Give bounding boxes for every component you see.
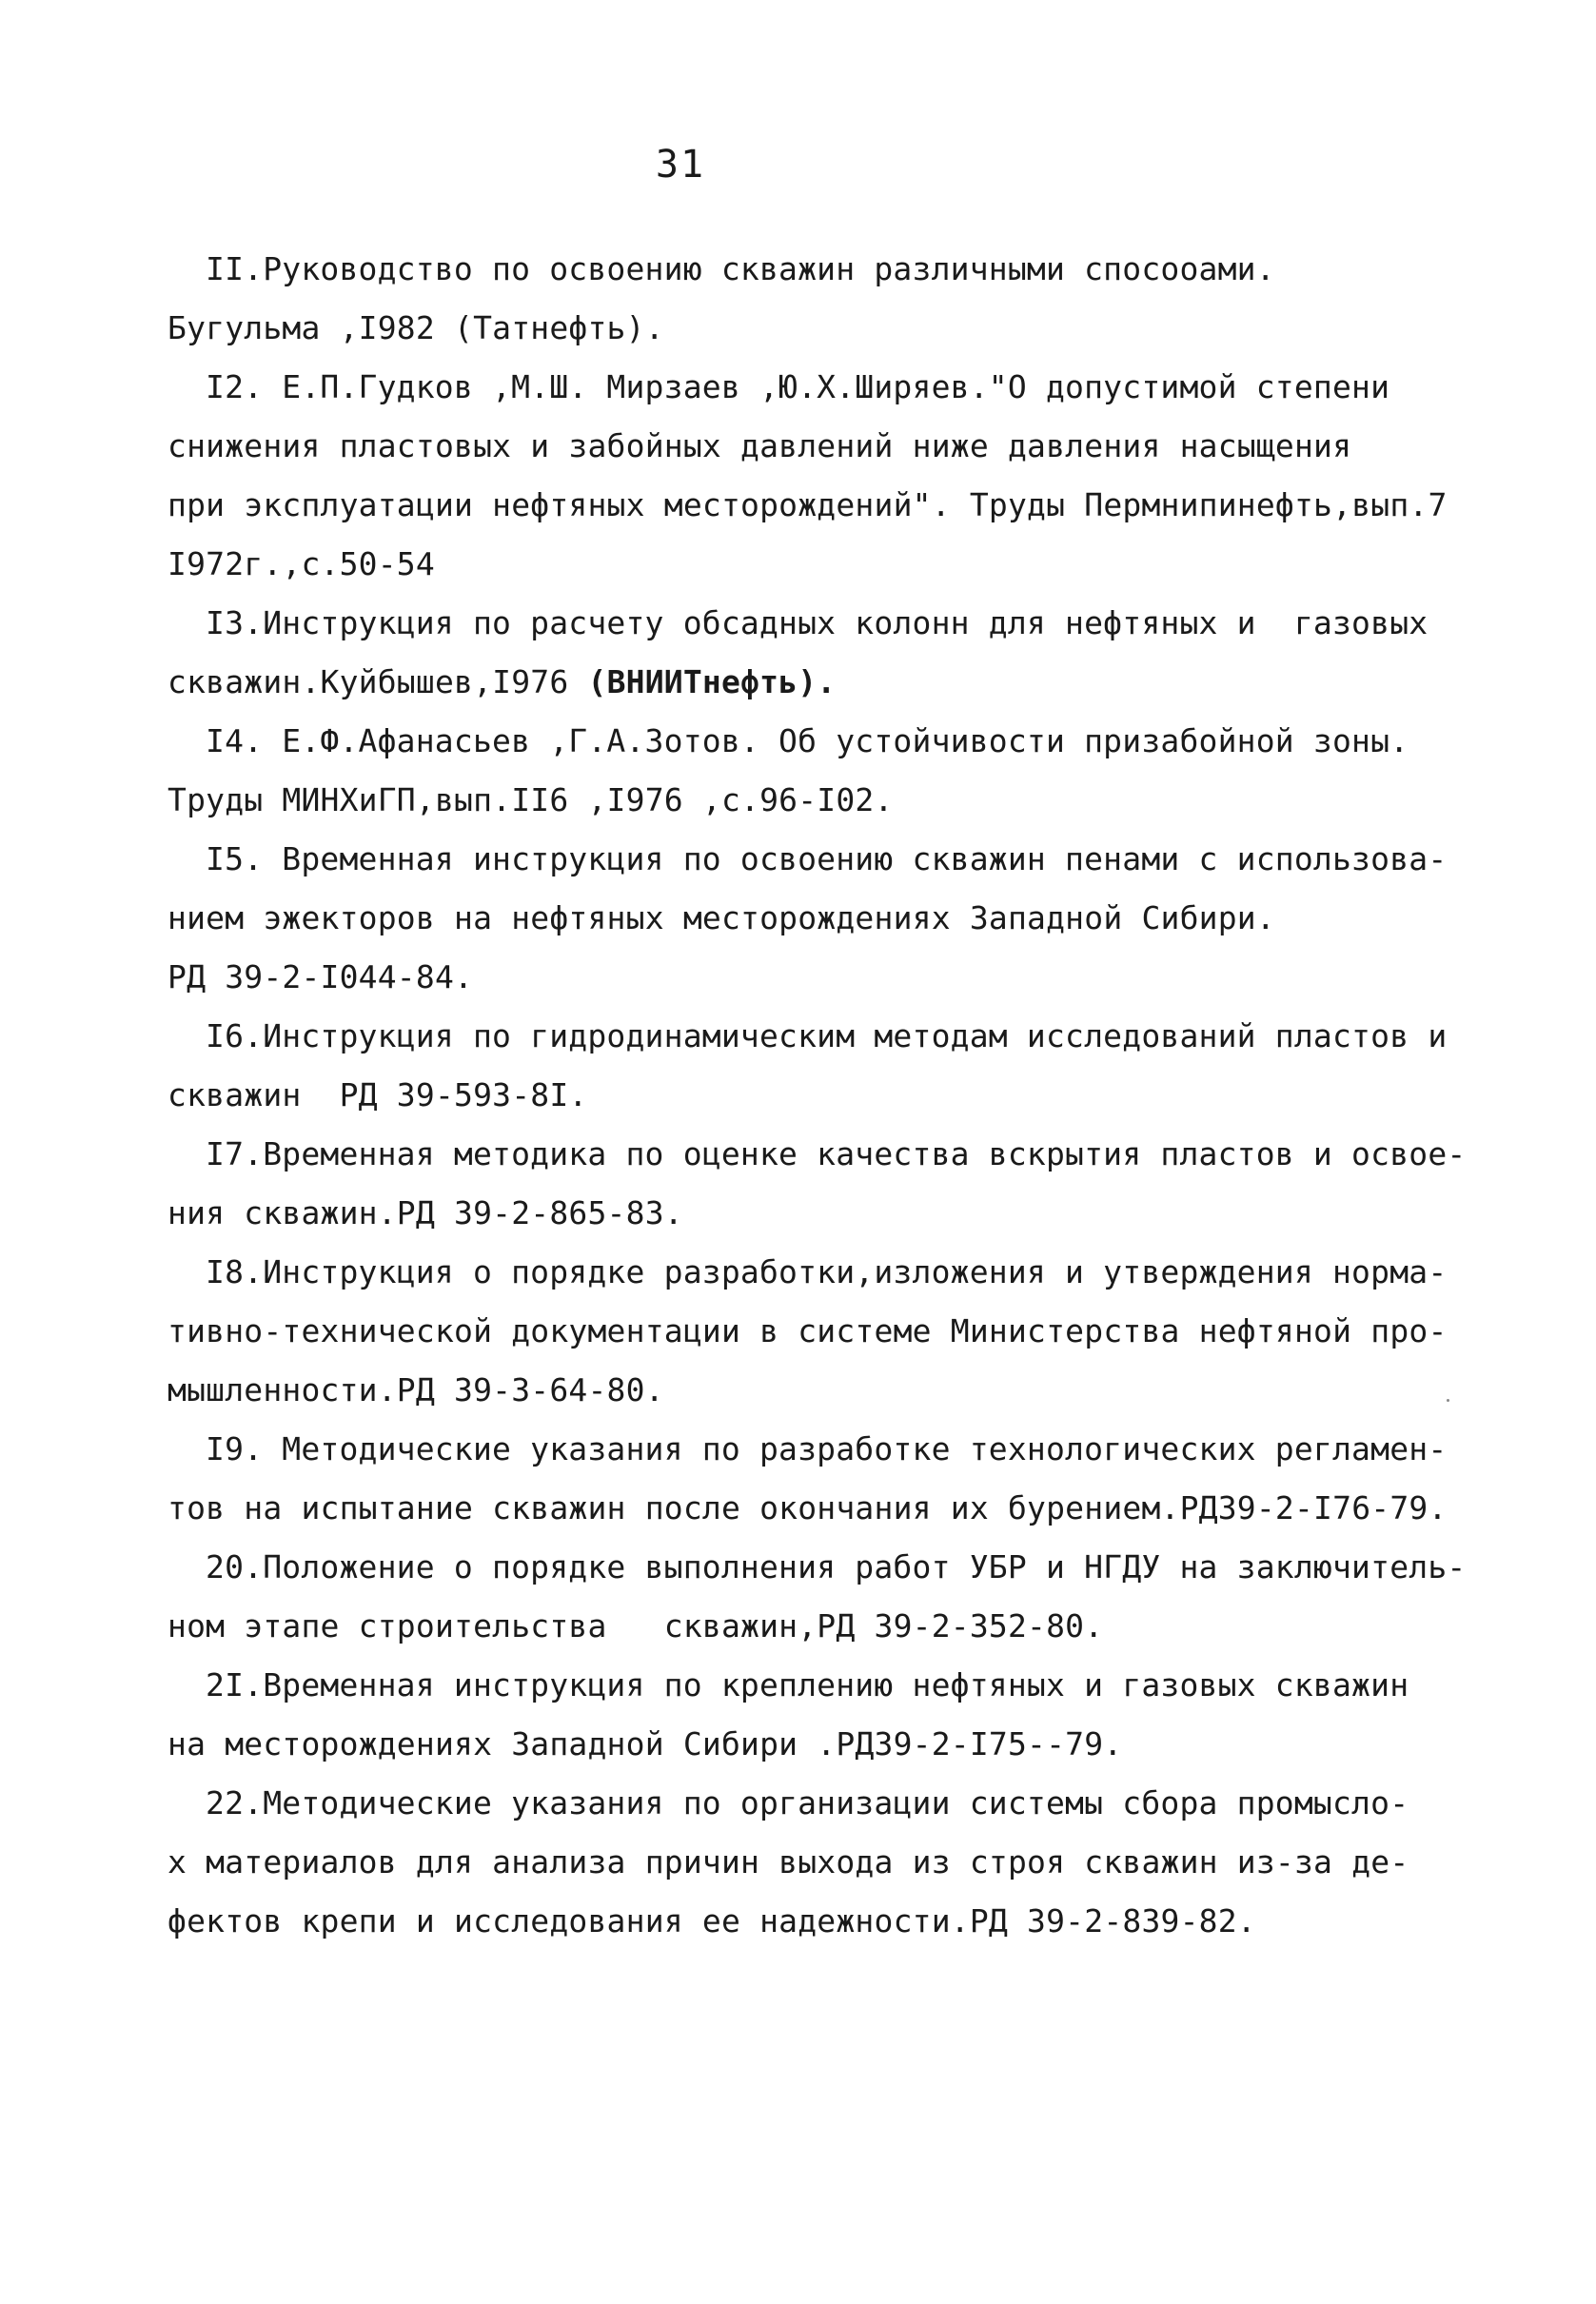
scan-speck [1447,1399,1449,1402]
reference-line: нием эжекторов на нефтяных месторождениях Западной Сибири. [167,899,1275,936]
reference-line: I7.Временная методика по оценке качества вскрытия пластов и освое- [206,1135,1467,1172]
reference-line [167,653,1452,712]
reference-line: на месторождениях Западной Сибири .РД39-2-I75--79. [167,1725,1123,1762]
publisher-bold: (ВНИИТнефть). [587,663,837,700]
reference-line: I3.Инструкция по расчету обсадных колонн для нефтяных и газовых [206,604,1429,641]
reference-line: I972г.,с.50-54 [167,545,435,582]
reference-item-12 [167,358,1452,594]
reference-line: мышленности.РД 39-3-64-80. [167,1371,664,1408]
reference-line: 22.Методические указания по организации системы сбора промысло- [206,1784,1409,1822]
reference-line: 2I.Временная инструкция по креплению нефтяных и газовых скважин [206,1666,1409,1703]
reference-line: при эксплуатации нефтяных месторождений". Труды Пермнипинефть,вып.7 [167,486,1448,523]
reference-item-16 [167,1007,1452,1125]
reference-line: I2. Е.П.Гудков ,М.Ш. Мирзаев ,Ю.Х.Ширяев."О допустимой степени [206,368,1390,405]
reference-line: снижения пластовых и забойных давлений ниже давления насыщения [167,427,1352,464]
reference-line: х материалов для анализа причин выхода из строя скважин из-за де- [167,1843,1409,1881]
reference-item-13 [167,594,1452,712]
reference-line: ния скважин.РД 39-2-865-83. [167,1194,683,1231]
reference-item-22 [167,1774,1452,1951]
reference-line: II.Руководство по освоению скважин различными спосооами. [206,250,1275,287]
reference-line: РД 39-2-I044-84. [167,958,474,995]
reference-item-17 [167,1125,1467,1243]
reference-line: I4. Е.Ф.Афанасьев ,Г.А.Зотов. Об устойчивости призабойной зоны. [206,722,1409,759]
reference-item-15 [167,830,1452,1007]
reference-line: ном этапе строительства скважин,РД 39-2-352-80. [167,1607,1104,1644]
reference-line: I9. Методические указания по разработке технологических регламен- [206,1430,1448,1467]
reference-line: фектов крепи и исследования ее надежности.РД 39-2-839-82. [167,1902,1256,1940]
reference-item-18 [167,1243,1452,1420]
page-number: 31 [655,143,706,187]
reference-item-11 [167,240,1452,358]
reference-item-21 [167,1656,1452,1774]
reference-line: тивно-технической документации в системе Министерства нефтяной про- [167,1312,1448,1349]
reference-item-20 [167,1538,1467,1656]
reference-item-14 [167,712,1452,830]
reference-line: 20.Положение о порядке выполнения работ УБР и НГДУ на заключитель- [206,1548,1467,1585]
reference-line: Бугульма ,I982 (Татнефть). [167,309,664,346]
reference-line-text: скважин.Куйбышев,I976 [167,663,588,700]
reference-list [167,240,1467,1951]
reference-line: Труды МИНХиГП,вып.II6 ,I976 ,с.96-I02. [167,781,894,818]
reference-line: I6.Инструкция по гидродинамическим методам исследований пластов и [206,1017,1448,1054]
reference-line: I8.Инструкция о порядке разработки,изложения и утверждения норма- [206,1253,1448,1290]
reference-line: скважин РД 39-593-8I. [167,1076,588,1113]
reference-item-19 [167,1420,1452,1538]
reference-line: тов на испытание скважин после окончания их бурением.РД39-2-I76-79. [167,1489,1448,1526]
reference-line: I5. Временная инструкция по освоению скважин пенами с использова- [206,840,1448,877]
